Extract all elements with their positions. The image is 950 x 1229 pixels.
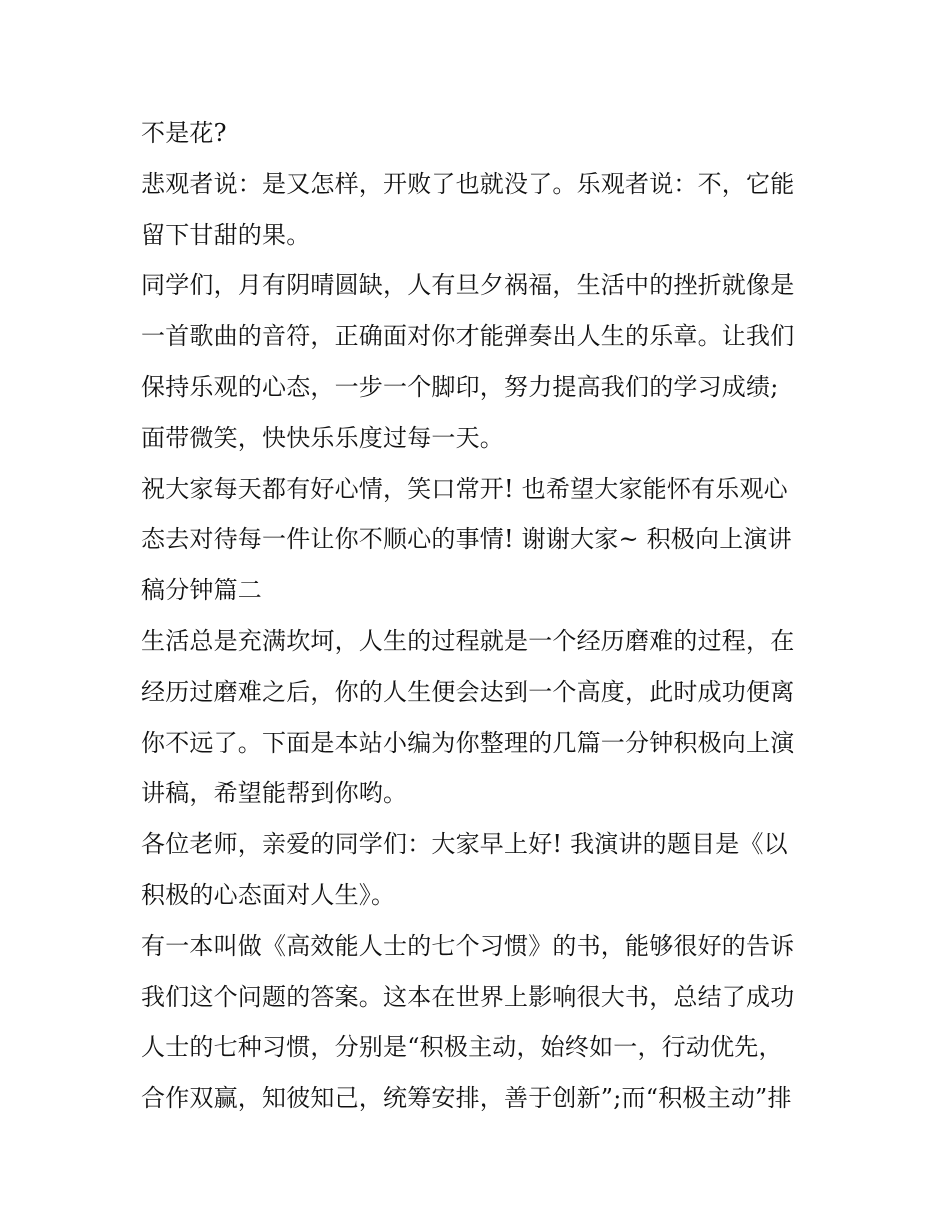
text-line: 留下甘甜的果。: [141, 220, 311, 249]
text-line: 态去对待每一件让你不顺心的事情! 谢谢大家~ 积极向上演讲: [141, 525, 792, 554]
text-line: 不是花?: [141, 119, 227, 147]
text-line: 积极的心态面对人生》。: [141, 880, 396, 909]
text-line: 面带微笑，快快乐乐度过每一天。: [141, 423, 504, 452]
text-line: 讲稿，希望能帮到你哟。: [141, 779, 408, 808]
text-line: 悲观者说：是又怎样，开败了也就没了。乐观者说：不，它能: [141, 169, 795, 198]
text-line: 合作双赢，知彼知己，统筹安排，善于创新”;而“积极主动”排: [141, 1084, 792, 1113]
text-line: 人士的七种习惯，分别是“积极主动，始终如一，行动优先，: [141, 1033, 783, 1062]
text-line: 你不远了。下面是本站小编为你整理的几篇一分钟积极向上演: [141, 728, 795, 757]
text-line: 各位老师，亲爱的同学们：大家早上好! 我演讲的题目是《以: [141, 830, 788, 859]
section-heading: 稿分钟篇二: [141, 576, 262, 605]
text-line: 有一本叫做《高效能人士的七个习惯》的书，能够很好的告诉: [141, 931, 795, 960]
text-line: 经历过磨难之后，你的人生便会达到一个高度，此时成功便离: [141, 677, 795, 706]
text-line: 生活总是充满坎坷，人生的过程就是一个经历磨难的过程，在: [141, 626, 795, 655]
text-line: 一首歌曲的音符，正确面对你才能弹奏出人生的乐章。让我们: [141, 322, 795, 351]
text-line: 同学们，月有阴晴圆缺，人有旦夕祸福，生活中的挫折就像是: [141, 271, 795, 300]
text-line: 我们这个问题的答案。这本在世界上影响很大书，总结了成功: [141, 982, 795, 1011]
document-body: [141, 108, 821, 1124]
text-line: 保持乐观的心态，一步一个脚印，努力提高我们的学习成绩;: [141, 372, 779, 401]
text-line: 祝大家每天都有好心情，笑口常开! 也希望大家能怀有乐观心: [141, 474, 788, 503]
